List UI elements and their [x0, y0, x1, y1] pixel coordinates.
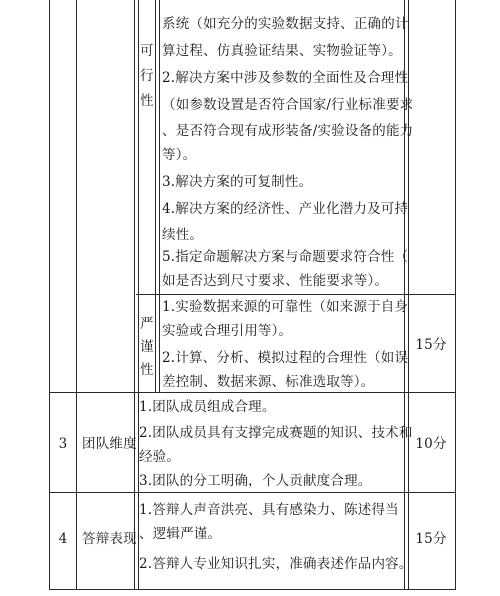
defense-score: 15分 — [415, 531, 447, 547]
defense-line: 1.答辩人声音洪亮、具有感染力、陈述得当 — [139, 502, 399, 518]
defense-line: 2.答辩人专业知识扎实，准确表述作品内容。 — [139, 556, 413, 572]
feasibility-line: 5.指定命题解决方案与命题要求符合性（ — [162, 249, 409, 265]
table-border-right — [455, 0, 456, 590]
rigor-label-char: 谨 — [140, 339, 154, 355]
feasibility-line: 系统（如充分的实验数据支持、正确的计 — [162, 16, 409, 32]
defense-label: 答辩表现 — [82, 531, 137, 547]
rigor-label-char: 严 — [140, 316, 154, 332]
table-border-left — [49, 0, 50, 590]
team-line: 1.团队成员组成合理。 — [139, 399, 276, 415]
rigor-line: 1.实验数据来源的可靠性（如来源于自身 — [162, 299, 409, 315]
feasibility-line: 算过程、仿真验证结果、实物验证等）。 — [162, 43, 402, 59]
row-divider-rigor-team — [49, 392, 456, 393]
team-line: 2.团队成员具有支撑完成赛题的知识、技术和 — [139, 425, 413, 441]
defense-line: 、逻辑严谨。 — [139, 526, 222, 542]
rigor-line: 差控制、数据来源、标准选取等）。 — [162, 374, 375, 390]
column-divider-score — [404, 0, 409, 590]
feasibility-line: 等）。 — [162, 147, 197, 163]
row-divider-feasibility-rigor — [136, 294, 456, 295]
feasibility-label-char: 可 — [140, 43, 154, 59]
feasibility-line: （如参数设置是否符合国家/行业标准要求 — [162, 97, 414, 113]
feasibility-line: 2.解决方案中涉及参数的全面性及合理性 — [162, 70, 409, 86]
feasibility-line: 4.解决方案的经济性、产业化潜力及可持 — [162, 201, 409, 217]
feasibility-label-char: 行 — [140, 68, 154, 84]
team-line: 经验。 — [139, 449, 181, 465]
rigor-line: 2.计算、分析、模拟过程的合理性（如误 — [162, 350, 409, 366]
rigor-label-char: 性 — [140, 362, 154, 378]
column-divider-number — [76, 0, 77, 590]
defense-number: 4 — [58, 531, 68, 547]
feasibility-line: 、是否符合现有成形装备/实验设备的能力 — [162, 123, 414, 139]
feasibility-line: 如是否达到尺寸要求、性能要求等）。 — [162, 273, 389, 289]
team-number: 3 — [58, 436, 68, 452]
rigor-score: 15分 — [415, 337, 447, 353]
feasibility-line: 3.解决方案的可复制性。 — [162, 174, 313, 190]
column-divider-sublabel — [155, 0, 160, 392]
feasibility-label-char: 性 — [140, 93, 154, 109]
table-border-bottom — [49, 589, 456, 590]
team-line: 3.团队的分工明确，个人贡献度合理。 — [139, 473, 372, 489]
team-label: 团队维度 — [82, 436, 137, 452]
feasibility-line: 续性。 — [162, 227, 204, 243]
rigor-line: 实验或合理引用等）。 — [162, 323, 293, 339]
row-divider-team-defense — [49, 492, 456, 493]
team-score: 10分 — [415, 436, 447, 452]
